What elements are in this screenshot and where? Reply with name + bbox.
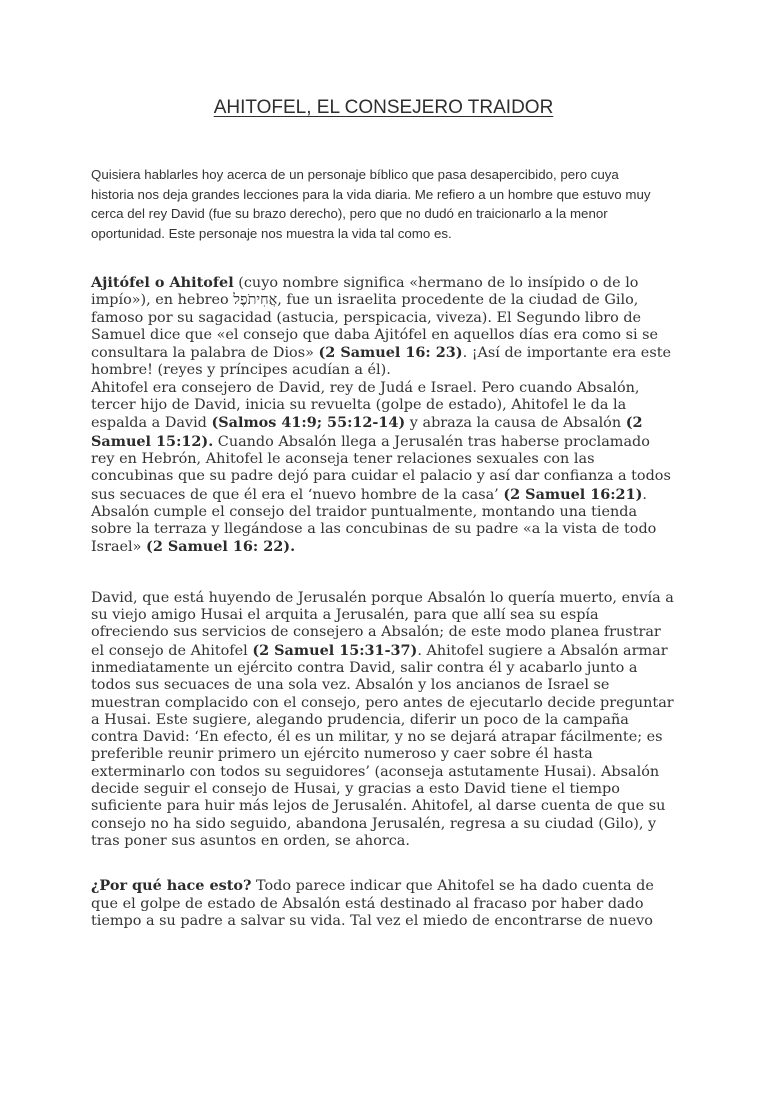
text-line: tras poner sus asuntos en orden, se ahorca. (91, 832, 410, 849)
bible-reference: Samuel 15:12). (91, 432, 214, 450)
document-page (0, 96, 768, 1120)
text-line: a Husai. Este sugiere, alegando prudencia, diferir un poco de la campaña (91, 711, 629, 728)
paragraph-betrayal (91, 380, 676, 557)
text-line: el consejo de Ahitofel (2 Samuel 15:31-37). Ahitofel sugiere a Absalón armar (91, 641, 668, 659)
bible-reference: (2 Samuel 15:31-37) (252, 641, 418, 659)
text-line: decide seguir el consejo de Husai, y gracias a esto David tiene el tiempo (91, 781, 620, 798)
intro-paragraph (91, 165, 676, 243)
paragraph-ajitofel-intro (91, 274, 676, 380)
text-line: famoso por su sagacidad (astucia, perspicacia, viveza). El Segundo libro de (91, 309, 642, 326)
paragraph-husai (91, 590, 676, 850)
text-line: hombre! (reyes y príncipes acudían a él). (91, 362, 391, 379)
bible-reference: (Salmos 41:9; 55:12-14) (211, 414, 406, 432)
text-line: Samuel dice que «el consejo que daba Ajitófel en aquellos días era como si se (91, 326, 659, 343)
text-line: inmediatamente un ejército contra David, salir contra él y acabarlo junto a (91, 659, 638, 676)
text-line: suficiente para huir más lejos de Jerusalén. Ahitofel, al darse cuenta de que su (91, 798, 666, 815)
paragraph-why (91, 877, 676, 930)
text-line: consultara la palabra de Dios» (2 Samuel 16: 23). ¡Así de importante era este (91, 344, 672, 362)
bible-reference: (2 Samuel 16: 22). (146, 538, 296, 556)
intro-line: oportunidad. Este personaje nos muestra la vida tal como es. (91, 225, 452, 241)
intro-line: cerca del rey David (fue su brazo derecho), pero que no dudó en traicionarlo a la menor (91, 206, 608, 221)
intro-line: historia nos deja grandes lecciones para la vida diaria. Me refiero a un hombre que estuvo muy (91, 186, 651, 202)
bible-reference: (2 (625, 414, 643, 432)
text-line: todos sus secuaces de una sola vez. Absalón y los ancianos de Israel se (91, 677, 610, 694)
text-line: ¿Por qué hace esto? Todo parece indicar que Ahitofel se ha dado cuenta de (91, 877, 654, 895)
text-line: Ajitófel o Ahitofel (cuyo nombre significa «hermano de lo insípido o de lo (91, 274, 639, 291)
text-line: que el golpe de estado de Absalón está destinado al fracaso por haber dado (91, 895, 644, 912)
text-line: rey en Hebrón, Ahitofel le aconseja tener relaciones sexuales con las (91, 450, 595, 467)
text-line: su viejo amigo Husai el arquita a Jerusalén, para que allí sea su espía (91, 607, 599, 624)
intro-line: Quisiera hablarles hoy acerca de un personaje bíblico que pasa desapercibido, pero cuya (91, 167, 619, 182)
text-line: sus secuaces de que él era el ‘nuevo hombre de la casa’ (2 Samuel 16:21). (91, 485, 647, 503)
text-line: impío»), en hebreo אֲחִיתֹפֶל, fue un israelita procedente de la ciudad de Gilo, (91, 292, 639, 309)
text-line: sobre la terraza y llegándose a las concubinas de su padre «a la vista de todo (91, 521, 657, 538)
text-line: Absalón cumple el consejo del traidor puntualmente, montando una tienda (91, 503, 638, 520)
document-title: AHITOFEL, EL CONSEJERO TRAIDOR (213, 97, 554, 118)
text-line: tercer hijo de David, inicia su revuelta (golpe de estado), Ahitofel le da la (91, 397, 627, 414)
bible-reference: (2 Samuel 16:21) (503, 485, 643, 503)
text-line: exterminarlo con todos su seguidores’ (aconseja astutamente Husai). Absalón (91, 763, 660, 780)
text-line: Samuel 15:12). Cuando Absalón llega a Jerusalén tras haberse proclamado (91, 432, 650, 450)
text-line: ofreciendo sus servicios de consejero a Absalón; de este modo planea frustrar (91, 624, 661, 641)
text-line: preferible reunir primero un ejército numeroso y caer sobre él hasta (91, 746, 593, 763)
text-line: Israel» (2 Samuel 16: 22). (91, 538, 296, 556)
text-line: muestran complacido con el consejo, pero antes de ejecutarlo decide preguntar (91, 694, 674, 711)
text-line: David, que está huyendo de Jerusalén porque Absalón lo quería muerto, envía a (91, 589, 674, 606)
text-line: concubinas que su padre dejó para cuidar el palacio y así dar confianza a todos (91, 468, 671, 485)
text-line: Ahitofel era consejero de David, rey de Judá e Israel. Pero cuando Absalón, (91, 379, 640, 396)
text-line: tiempo a su padre a salvar su vida. Tal vez el miedo de encontrarse de nuevo (91, 912, 653, 929)
text-line: espalda a David (Salmos 41:9; 55:12-14) y abraza la causa de Absalón (2 (91, 414, 643, 432)
bible-reference: (2 Samuel 16: 23) (318, 344, 463, 362)
bold-name: Ajitófel o Ahitofel (91, 274, 234, 291)
text-line: consejo no ha sido seguido, abandona Jerusalén, regresa a su ciudad (Gilo), y (91, 815, 657, 832)
question-heading: ¿Por qué hace esto? (91, 877, 252, 895)
text-line: contra David: ‘En efecto, él es un militar, y no se dejará atrapar fácilmente; es (91, 729, 663, 746)
